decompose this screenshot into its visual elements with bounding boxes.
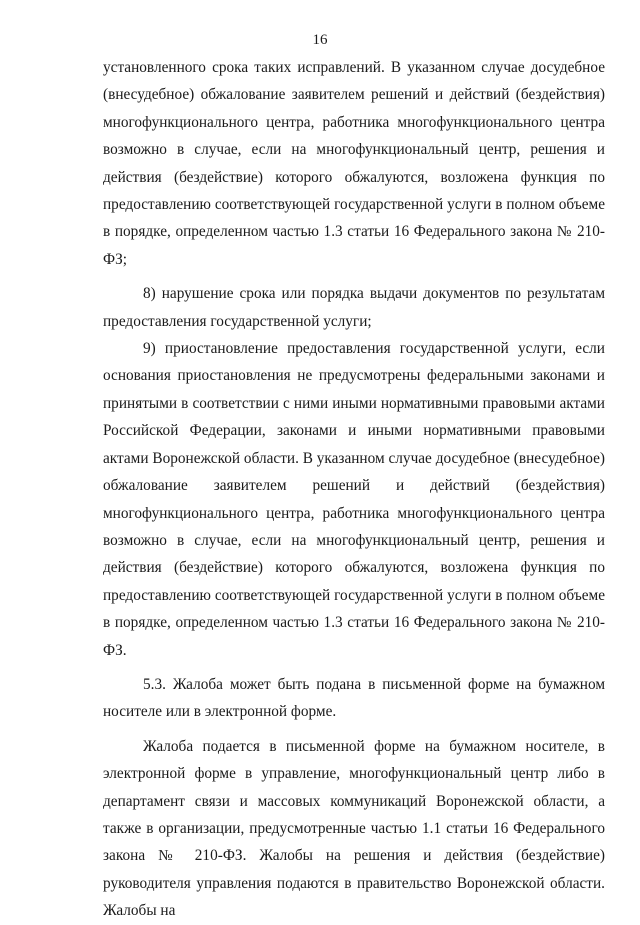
- paragraph-section-5-3: 5.3. Жалоба может быть подана в письменной форме на бумажном носителе или в электронной форме.: [103, 675, 605, 721]
- page-number: 16: [312, 32, 328, 48]
- paragraph-complaint-submission: Жалоба подается в письменной форме на бумажном носителе, в электронной форме в управление, многофункциональный центр либо в департамент связи и массовых коммуникаций Воронежской области, а также в организации, предусмотренные частью 1.1 статьи 16 Федерального закона № 210-ФЗ. Жалобы на решения и действия (бездействие) руководителя управления подаются в правительство Воронежской области. Жалобы на: [103, 737, 605, 920]
- paragraph-item-9: 9) приостановление предоставления государственной услуги, если основания приостановления не предусмотрены федеральными законами и принятыми в соответствии с ними иными нормативными правовыми актами Российской Федерации, законами и иными нормативными правовыми актами Воронежской области. В указанном случае досудебное (внесудебное) обжалование заявителем решений и действий (бездействия) многофункционального центра, работника многофункционального центра возможно в случае, если на многофункциональный центр, решения и действия (бездействие) которого обжалуются, возложена функция по предоставлению соответствующей государственной услуги в полном объеме в порядке, определенном частью 1.3 статьи 16 Федерального закона № 210-ФЗ.: [103, 340, 605, 659]
- paragraph-item-8: 8) нарушение срока или порядка выдачи документов по результатам предоставления государственной услуги;: [103, 285, 605, 330]
- paragraph-continuation: установленного срока таких исправлений. В указанном случае досудебное (внесудебное) обжалование заявителем решений и действий (бездействия) многофункционального центра, работника многофункционального центра возможно в случае, если на многофункциональный центр, решения и действия (бездействие) которого обжалуются, возложена функция по предоставлению соответствующей государственной услуги в полном объеме в порядке, определенном частью 1.3 статьи 16 Федерального закона № 210-ФЗ;: [103, 59, 605, 268]
- document-body: [103, 54, 605, 925]
